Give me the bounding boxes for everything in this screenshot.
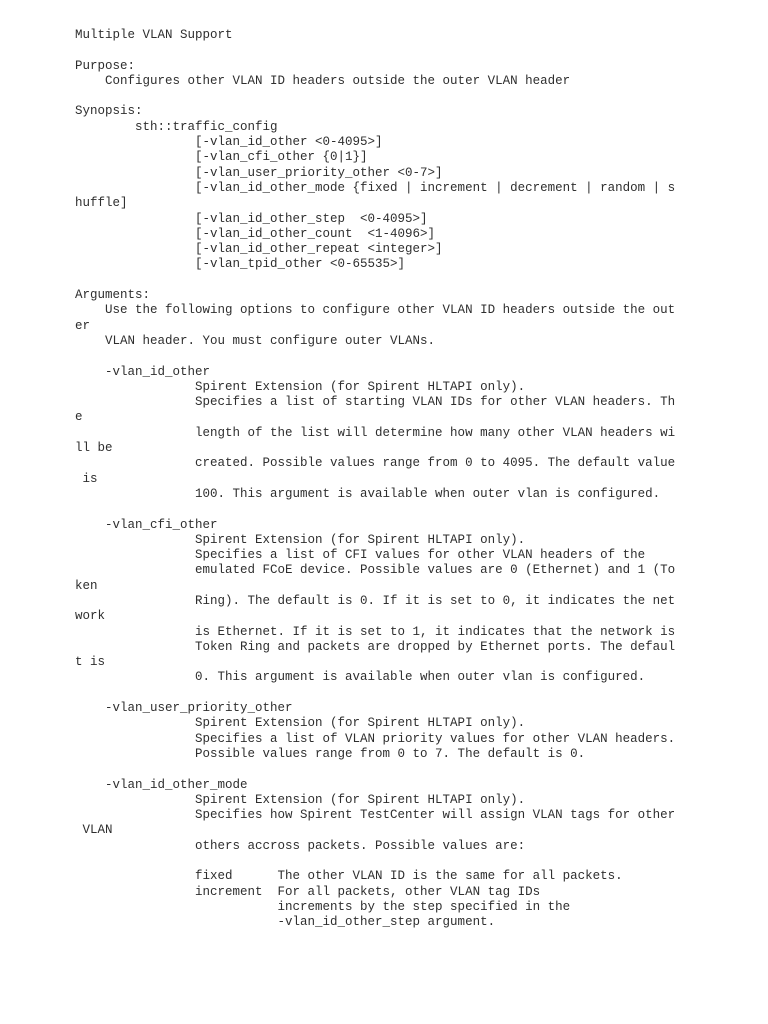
document-line: created. Possible values range from 0 to 4095. The default value	[75, 456, 676, 471]
document-line: Specifies a list of starting VLAN IDs for other VLAN headers. Th	[75, 395, 676, 410]
document-line: Spirent Extension (for Spirent HLTAPI only).	[75, 792, 526, 807]
document-line: t is	[75, 655, 106, 670]
document-line: e	[75, 410, 83, 425]
document-line: [-vlan_user_priority_other <0-7>]	[75, 165, 443, 180]
document-line: work	[75, 609, 106, 624]
document-line: Specifies how Spirent TestCenter will assign VLAN tags for other	[75, 808, 676, 823]
document-line: Ring). The default is 0. If it is set to 0, it indicates the net	[75, 593, 676, 608]
document-line: Multiple VLAN Support	[75, 28, 233, 42]
document-line: ll be	[75, 441, 113, 456]
document-line: -vlan_id_other_step argument.	[75, 915, 496, 930]
document-line	[75, 89, 755, 104]
document-line: VLAN	[75, 823, 113, 838]
document-line: Token Ring and packets are dropped by Ethernet ports. The defaul	[75, 639, 676, 654]
document-line: [-vlan_id_other_count <1-4096>]	[75, 226, 436, 241]
document-line: others accross packets. Possible values are:	[75, 838, 526, 853]
document-line: [-vlan_cfi_other {0|1}]	[75, 150, 368, 165]
document-line: Purpose:	[75, 58, 136, 73]
document-line: Specifies a list of CFI values for other VLAN headers of the	[75, 548, 646, 563]
document-line	[75, 502, 755, 517]
document-line: sth::traffic_config	[75, 119, 278, 134]
document-line: -vlan_cfi_other	[75, 517, 218, 532]
document-line: increments by the step specified in the	[75, 899, 571, 914]
document-line: Synopsis:	[75, 104, 143, 119]
document-line: emulated FCoE device. Possible values are 0 (Ethernet) and 1 (To	[75, 563, 676, 578]
document-line	[75, 273, 755, 288]
document-line: Arguments:	[75, 288, 151, 303]
document-line: [-vlan_id_other_repeat <integer>]	[75, 242, 443, 257]
document-line: increment For all packets, other VLAN tag IDs	[75, 884, 541, 899]
document-line: [-vlan_id_other <0-4095>]	[75, 135, 383, 150]
document-line: is Ethernet. If it is set to 1, it indicates that the network is	[75, 624, 676, 639]
document-line: length of the list will determine how many other VLAN headers wi	[75, 425, 676, 440]
document-line	[75, 854, 755, 869]
document-line: Spirent Extension (for Spirent HLTAPI only).	[75, 532, 526, 547]
document-line: 100. This argument is available when outer vlan is configured.	[75, 486, 661, 501]
document-line: huffle]	[75, 196, 128, 211]
document-line: [-vlan_id_other_step <0-4095>]	[75, 211, 428, 226]
document-line: -vlan_user_priority_other	[75, 701, 293, 716]
document-line: Possible values range from 0 to 7. The default is 0.	[75, 746, 586, 761]
document-line: Spirent Extension (for Spirent HLTAPI only).	[75, 716, 526, 731]
document-line: ken	[75, 578, 98, 593]
document-line: 0. This argument is available when outer vlan is configured.	[75, 670, 646, 685]
document-line: Specifies a list of VLAN priority values for other VLAN headers.	[75, 731, 676, 746]
document-line: er	[75, 318, 91, 333]
document-text	[75, 28, 755, 931]
document-line	[75, 43, 755, 58]
document-line: -vlan_id_other	[75, 364, 211, 379]
document-line: fixed The other VLAN ID is the same for all packets.	[75, 869, 623, 884]
document-line: is	[75, 471, 98, 486]
document-line: [-vlan_tpid_other <0-65535>]	[75, 257, 406, 272]
document-line: Configures other VLAN ID headers outside the outer VLAN header	[75, 73, 571, 88]
document-line	[75, 762, 755, 777]
document-line: Use the following options to configure other VLAN ID headers outside the out	[75, 303, 676, 318]
document-line: [-vlan_id_other_mode {fixed | increment | decrement | random | s	[75, 180, 676, 195]
document-line	[75, 686, 755, 701]
document-line: VLAN header. You must configure outer VLANs.	[75, 333, 436, 348]
document-line	[75, 349, 755, 364]
document-line: Spirent Extension (for Spirent HLTAPI only).	[75, 379, 526, 394]
document-line: -vlan_id_other_mode	[75, 777, 248, 792]
